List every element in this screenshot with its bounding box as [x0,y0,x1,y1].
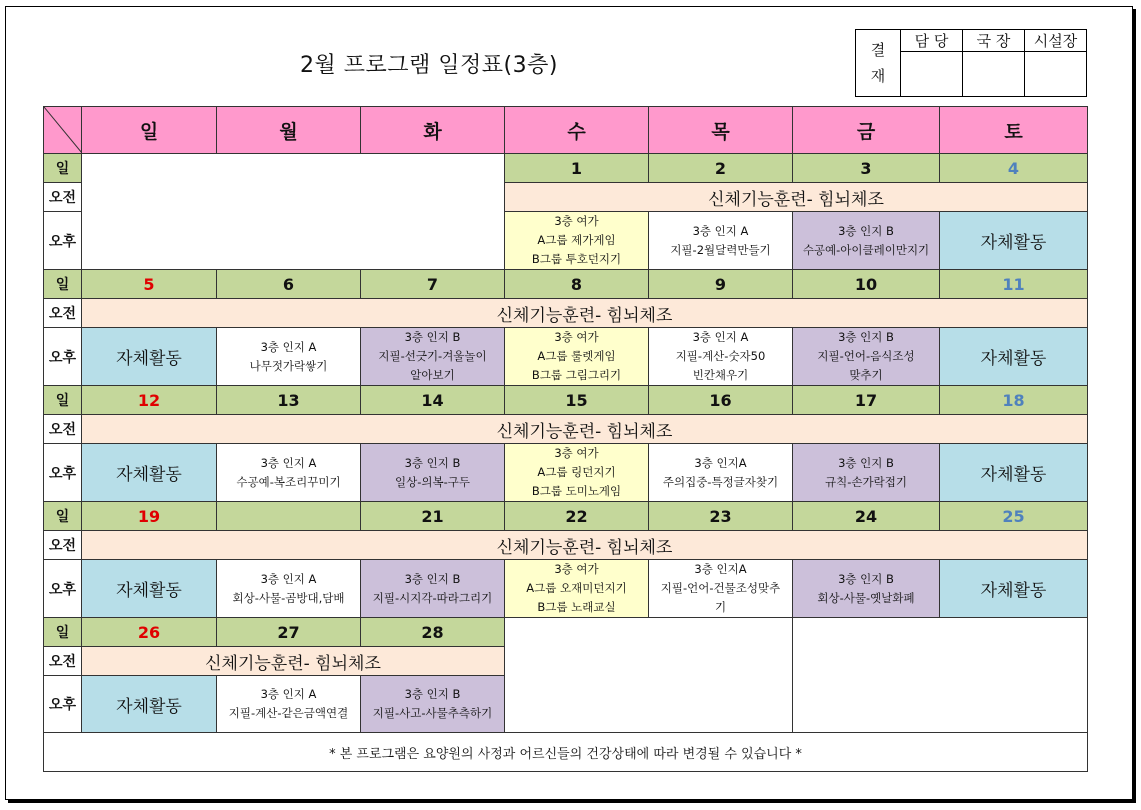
program-title: 3층 인지 A [692,330,749,344]
date-cell: 24 [793,502,940,531]
program-line: A그룹 룰렛게임 [537,349,616,363]
date-cell: 3 [793,154,940,183]
pm-program [649,212,793,270]
empty-cell [505,618,793,733]
date-cell-sunday: 12 [82,386,217,415]
date-cell-saturday: 25 [940,502,1088,531]
date-row [44,270,1088,299]
program-line: 지필-언어-음식조성 [817,349,915,363]
program-line: 규칙-손가락접기 [825,474,907,489]
pm-program [217,676,361,733]
program-title: 3층 여가 [554,214,599,228]
program-title: 3층 인지 A [260,687,317,701]
program-line: B그룹 노래교실 [537,600,616,614]
approval-sign-chief[interactable] [1025,52,1087,97]
date-cell: 2 [649,154,793,183]
self-activity: 자체활동 [82,328,217,386]
date-row [44,154,1088,183]
row-label-date: 일 [44,502,82,531]
row-label-am: 오전 [44,415,82,444]
pm-program [793,328,940,386]
date-row [44,386,1088,415]
footer-row [44,733,1088,772]
program-line: 회상-사물-곰방대,담배 [232,590,345,605]
pm-program [793,212,940,270]
program-line: A그룹 오재미던지기 [526,581,627,595]
date-cell: 9 [649,270,793,299]
program-line: A그룹 제가게임 [537,233,616,247]
schedule-table [43,106,1088,772]
program-title: 3층 인지A [694,562,747,576]
diagonal-line [44,107,82,153]
row-label-pm: 오후 [44,328,82,386]
program-title: 3층 인지 A [692,223,749,238]
date-cell [217,502,361,531]
row-label-am: 오전 [44,299,82,328]
program-line: B그룹 투호던지기 [531,252,622,266]
program-line: 지필-선긋기-겨울놀이 [378,349,487,363]
approval-label [856,30,901,97]
program-title: 3층 인지 B [838,223,894,238]
row-label-pm: 오후 [44,444,82,502]
row-label-pm: 오후 [44,560,82,618]
program-line: B그룹 도미노게임 [531,484,622,498]
program-title: 3층 여가 [554,446,599,460]
program-title: 3층 인지A [694,455,747,470]
program-line: 지필-계산-같은금액연결 [228,706,349,720]
program-line: 일상-의복-구두 [395,474,470,489]
page-title: 2월 프로그램 일정표(3층) [300,53,558,78]
am-program: 신체기능훈련- 힘뇌체조 [505,183,1088,212]
self-activity: 자체활동 [940,328,1088,386]
program-line: 기 [714,600,727,614]
program-title: 3층 인지 B [404,330,461,344]
approval-label-2: 재 [870,67,886,85]
self-activity: 자체활동 [82,676,217,733]
header-tue: 화 [361,107,505,154]
am-program: 신체기능훈련- 힘뇌체조 [82,299,1088,328]
date-cell: 1 [505,154,649,183]
pm-program [649,560,793,618]
self-activity: 자체활동 [940,560,1088,618]
am-program: 신체기능훈련- 힘뇌체조 [82,647,505,676]
header-fri: 금 [793,107,940,154]
date-row [44,502,1088,531]
program-line: B그룹 그림그리기 [531,368,622,382]
self-activity: 자체활동 [82,560,217,618]
pm-program [361,328,505,386]
pm-program [361,444,505,502]
pm-program [649,328,793,386]
date-cell: 22 [505,502,649,531]
header-thu: 목 [649,107,793,154]
empty-cell [82,154,505,270]
corner-cell [44,107,82,154]
date-cell-saturday: 18 [940,386,1088,415]
program-line: 맞추기 [849,368,883,382]
program-title: 3층 여가 [554,330,599,344]
row-label-date: 일 [44,270,82,299]
program-line: 알아보기 [410,368,455,382]
am-program: 신체기능훈련- 힘뇌체조 [82,415,1088,444]
program-line: 수공예-복조리꾸미기 [236,474,341,489]
program-line: 회상-사물-옛날화폐 [817,590,915,605]
header-wed: 수 [505,107,649,154]
program-line: 주의집중-특정글자찾기 [662,474,779,489]
program-line: 지필-계산-숫자50 [675,349,766,363]
header-sat: 토 [940,107,1088,154]
row-label-am: 오전 [44,531,82,560]
program-title: 3층 인지 A [260,571,317,586]
date-cell-sunday: 5 [82,270,217,299]
approval-label-1: 결 [870,41,886,59]
row-label-date: 일 [44,154,82,183]
footer-note: * 본 프로그램은 요양원의 사정과 어르신들의 건강상태에 따라 변경될 수 있습니다 * [44,733,1088,772]
pm-program [793,444,940,502]
date-cell: 8 [505,270,649,299]
date-cell-sunday: 19 [82,502,217,531]
program-title: 3층 여가 [554,562,599,576]
approval-box [855,29,1087,97]
pm-program [217,444,361,502]
program-line: 빈칸채우기 [692,368,749,382]
header-sun: 일 [82,107,217,154]
self-activity: 자체활동 [940,212,1088,270]
date-cell: 17 [793,386,940,415]
date-cell: 21 [361,502,505,531]
program-line: 수공예-아이클레이만지기 [802,242,930,257]
row-label-am: 오전 [44,183,82,212]
row-label-am: 오전 [44,647,82,676]
pm-program [505,212,649,270]
self-activity: 자체활동 [82,444,217,502]
date-cell-sunday: 26 [82,618,217,647]
date-cell-saturday: 4 [940,154,1088,183]
approval-sign-manager[interactable] [901,52,963,97]
date-cell: 6 [217,270,361,299]
header-mon: 월 [217,107,361,154]
date-row [44,618,1088,647]
program-line: 나무젓가락쌓기 [249,358,328,373]
self-activity: 자체활동 [940,444,1088,502]
pm-program [649,444,793,502]
pm-program [217,328,361,386]
date-cell: 10 [793,270,940,299]
date-cell: 15 [505,386,649,415]
program-title: 3층 인지 A [260,455,317,470]
date-cell: 14 [361,386,505,415]
row-label-pm: 오후 [44,212,82,270]
program-title: 3층 인지 A [260,339,317,354]
program-line: A그룹 링던지기 [537,465,616,479]
pm-program [505,328,649,386]
date-cell: 7 [361,270,505,299]
pm-program [217,560,361,618]
pm-program [505,560,649,618]
pm-program [793,560,940,618]
pm-program [505,444,649,502]
row-label-pm: 오후 [44,676,82,733]
row-label-date: 일 [44,618,82,647]
program-line: 지필-시지각-따라그리기 [372,590,493,605]
approval-head-director: 국 장 [963,30,1025,52]
date-cell: 27 [217,618,361,647]
date-cell: 23 [649,502,793,531]
program-line: 지필-사고-사물추측하기 [372,706,493,720]
program-title: 3층 인지 B [404,687,461,701]
date-cell: 16 [649,386,793,415]
am-program: 신체기능훈련- 힘뇌체조 [82,531,1088,560]
approval-head-chief: 시설장 [1025,30,1087,52]
empty-cell [793,618,1088,733]
row-label-date: 일 [44,386,82,415]
program-title: 3층 인지 B [404,455,461,470]
approval-sign-director[interactable] [963,52,1025,97]
program-line: 지필-언어-건물조성맞추 [660,581,781,595]
program-line: 지필-2월달력만들기 [670,242,771,257]
pm-program [361,560,505,618]
pm-program [361,676,505,733]
weekday-header-row [44,107,1088,154]
program-title: 3층 인지 B [838,330,894,344]
date-cell: 28 [361,618,505,647]
approval-head-manager: 담 당 [901,30,963,52]
program-title: 3층 인지 B [838,455,894,470]
program-title: 3층 인지 B [404,571,461,586]
date-cell-saturday: 11 [940,270,1088,299]
date-cell: 13 [217,386,361,415]
program-title: 3층 인지 B [838,571,894,586]
